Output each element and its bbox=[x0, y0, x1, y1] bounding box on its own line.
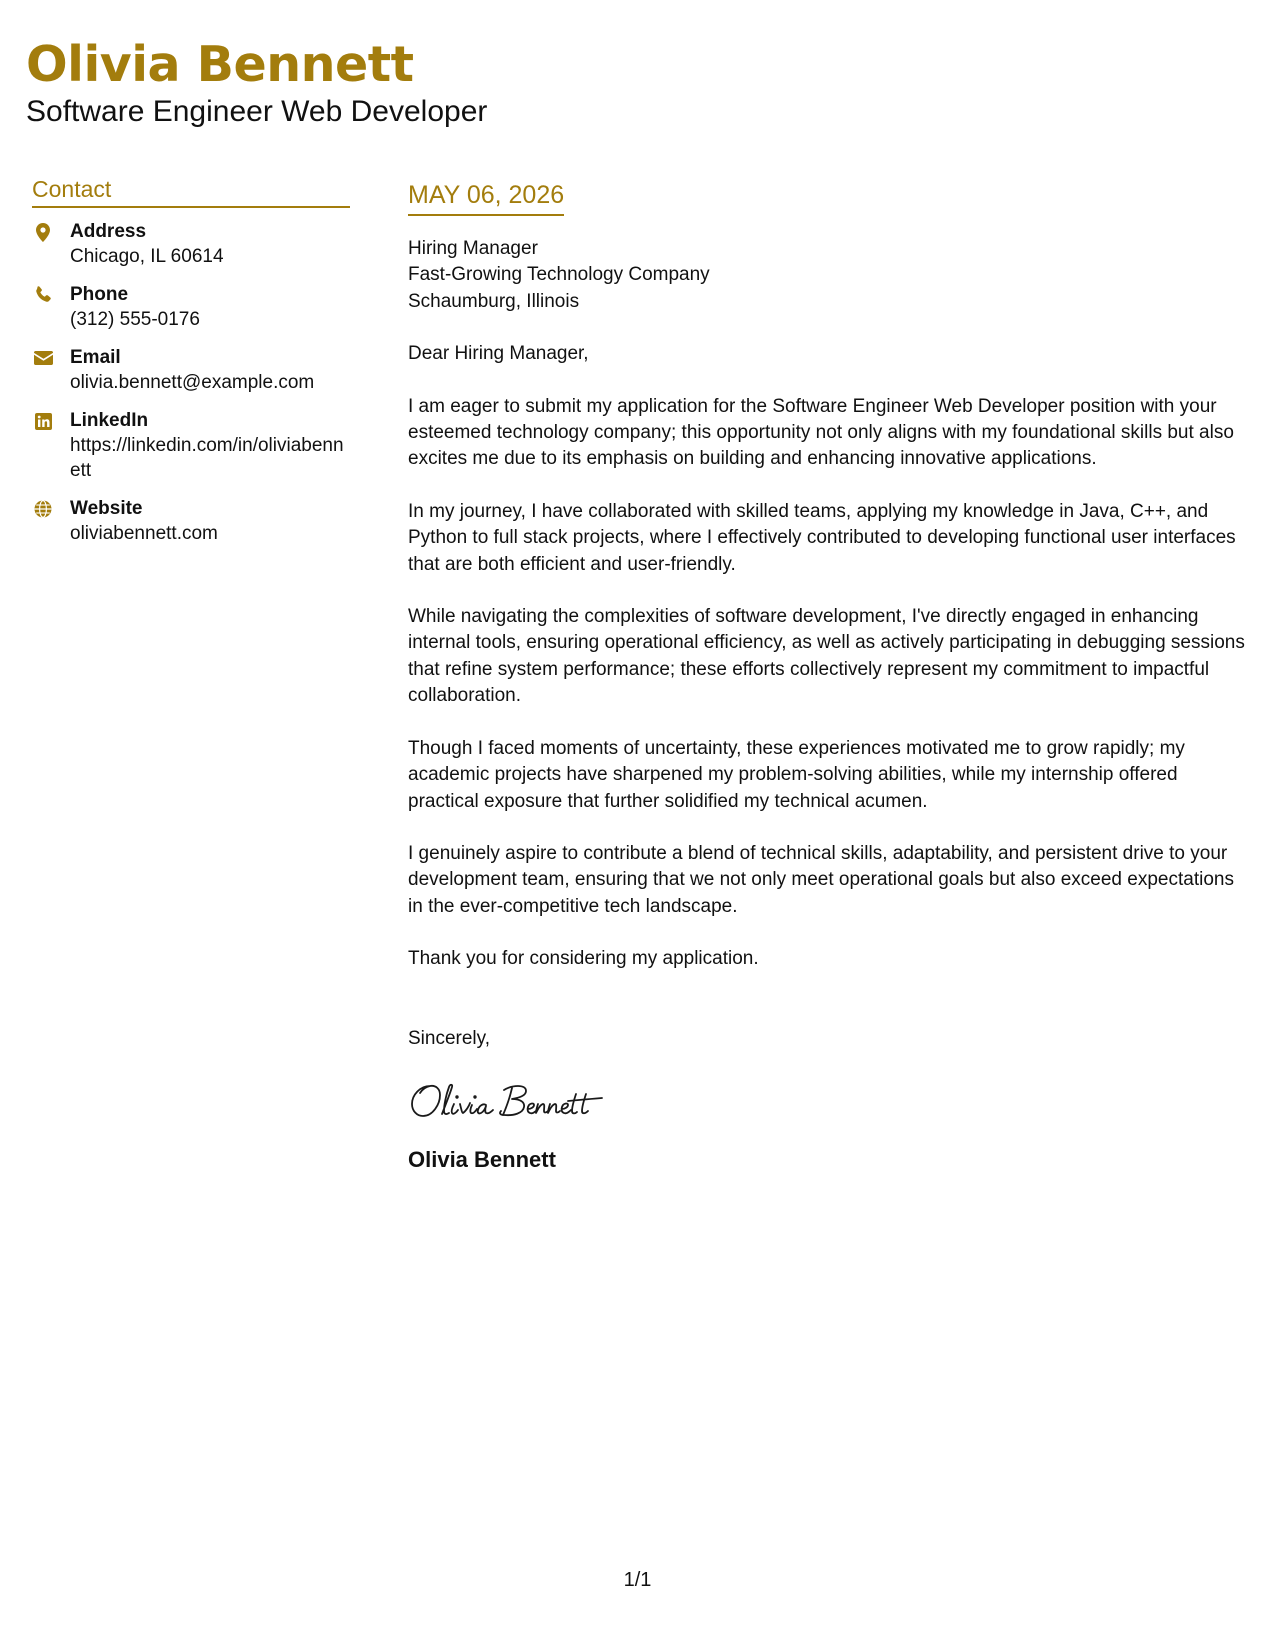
letter-body bbox=[408, 178, 1253, 1174]
contact-item-address bbox=[32, 220, 352, 269]
website-label: Website bbox=[70, 498, 143, 519]
phone-icon bbox=[32, 284, 54, 306]
address-value: Chicago, IL 60614 bbox=[70, 246, 224, 267]
recipient-block bbox=[408, 236, 1253, 315]
recipient-line: Schaumburg, Illinois bbox=[408, 290, 580, 312]
linkedin-icon bbox=[32, 410, 54, 432]
location-pin-icon bbox=[32, 221, 54, 243]
contact-item-phone bbox=[32, 283, 352, 332]
letter-paragraph: I genuinely aspire to contribute a blend of technical skills, adaptability, and persistent drive to your development team, ensuring that we not only meet operational goals but also exceed expectations in the ever-competitive tech landscape. bbox=[408, 842, 1234, 917]
closing: Sincerely, bbox=[408, 1027, 491, 1049]
globe-icon bbox=[32, 498, 54, 520]
email-label: Email bbox=[70, 347, 121, 368]
applicant-role: Software Engineer Web Developer bbox=[26, 95, 488, 128]
applicant-name: Olivia Bennett bbox=[26, 36, 414, 93]
linkedin-label: LinkedIn bbox=[70, 410, 149, 431]
recipient-line: Hiring Manager bbox=[408, 238, 538, 259]
letter-paragraph: Though I faced moments of uncertainty, these experiences motivated me to grow rapidly; my academic projects have sharpened my problem-solving abilities, while my internship offered practical exposure that further solidified my technical acumen. bbox=[408, 737, 1185, 812]
email-value: olivia.bennett@example.com bbox=[70, 372, 315, 393]
letter-paragraph: In my journey, I have collaborated with skilled teams, applying my knowledge in Java, C++, and Python to full stack projects, where I effectively contributed to developing functional user interfaces that are both efficient and user-friendly. bbox=[408, 500, 1236, 575]
recipient-line: Fast-Growing Technology Company bbox=[408, 264, 710, 286]
header bbox=[26, 36, 487, 130]
page-number: 1/1 bbox=[623, 1569, 652, 1591]
contact-item-email bbox=[32, 346, 352, 395]
contact-title: Contact bbox=[32, 174, 350, 208]
contact-item-website bbox=[32, 497, 352, 546]
contact-sidebar bbox=[32, 174, 352, 560]
letter-date: MAY 06, 2026 bbox=[408, 178, 564, 216]
envelope-icon bbox=[32, 347, 54, 369]
salutation: Dear Hiring Manager, bbox=[408, 343, 589, 365]
address-label: Address bbox=[70, 221, 147, 242]
thanks-line: Thank you for considering my application. bbox=[408, 948, 759, 970]
contact-item-linkedin bbox=[32, 409, 352, 483]
website-value: oliviabennett.com bbox=[70, 523, 218, 544]
phone-value: (312) 555-0176 bbox=[70, 309, 200, 330]
signed-name: Olivia Bennett bbox=[408, 1146, 556, 1172]
linkedin-value: https://linkedin.com/in/oliviabennett bbox=[70, 435, 344, 481]
handwritten-signature bbox=[408, 1076, 1253, 1126]
contact-list bbox=[32, 220, 352, 546]
letter-paragraph: I am eager to submit my application for the Software Engineer Web Developer position with your esteemed technology company; this opportunity not only aligns with my foundational skills but also excites me due to its emphasis on building and enhancing innovative applications. bbox=[408, 395, 1234, 470]
letter-paragraph: While navigating the complexities of software development, I've directly engaged in enhancing internal tools, ensuring operational efficiency, as well as actively participating in debugging sessions that refine system performance; these efforts collectively represent my commitment to impactful collaboration. bbox=[408, 606, 1245, 707]
phone-label: Phone bbox=[70, 284, 129, 305]
